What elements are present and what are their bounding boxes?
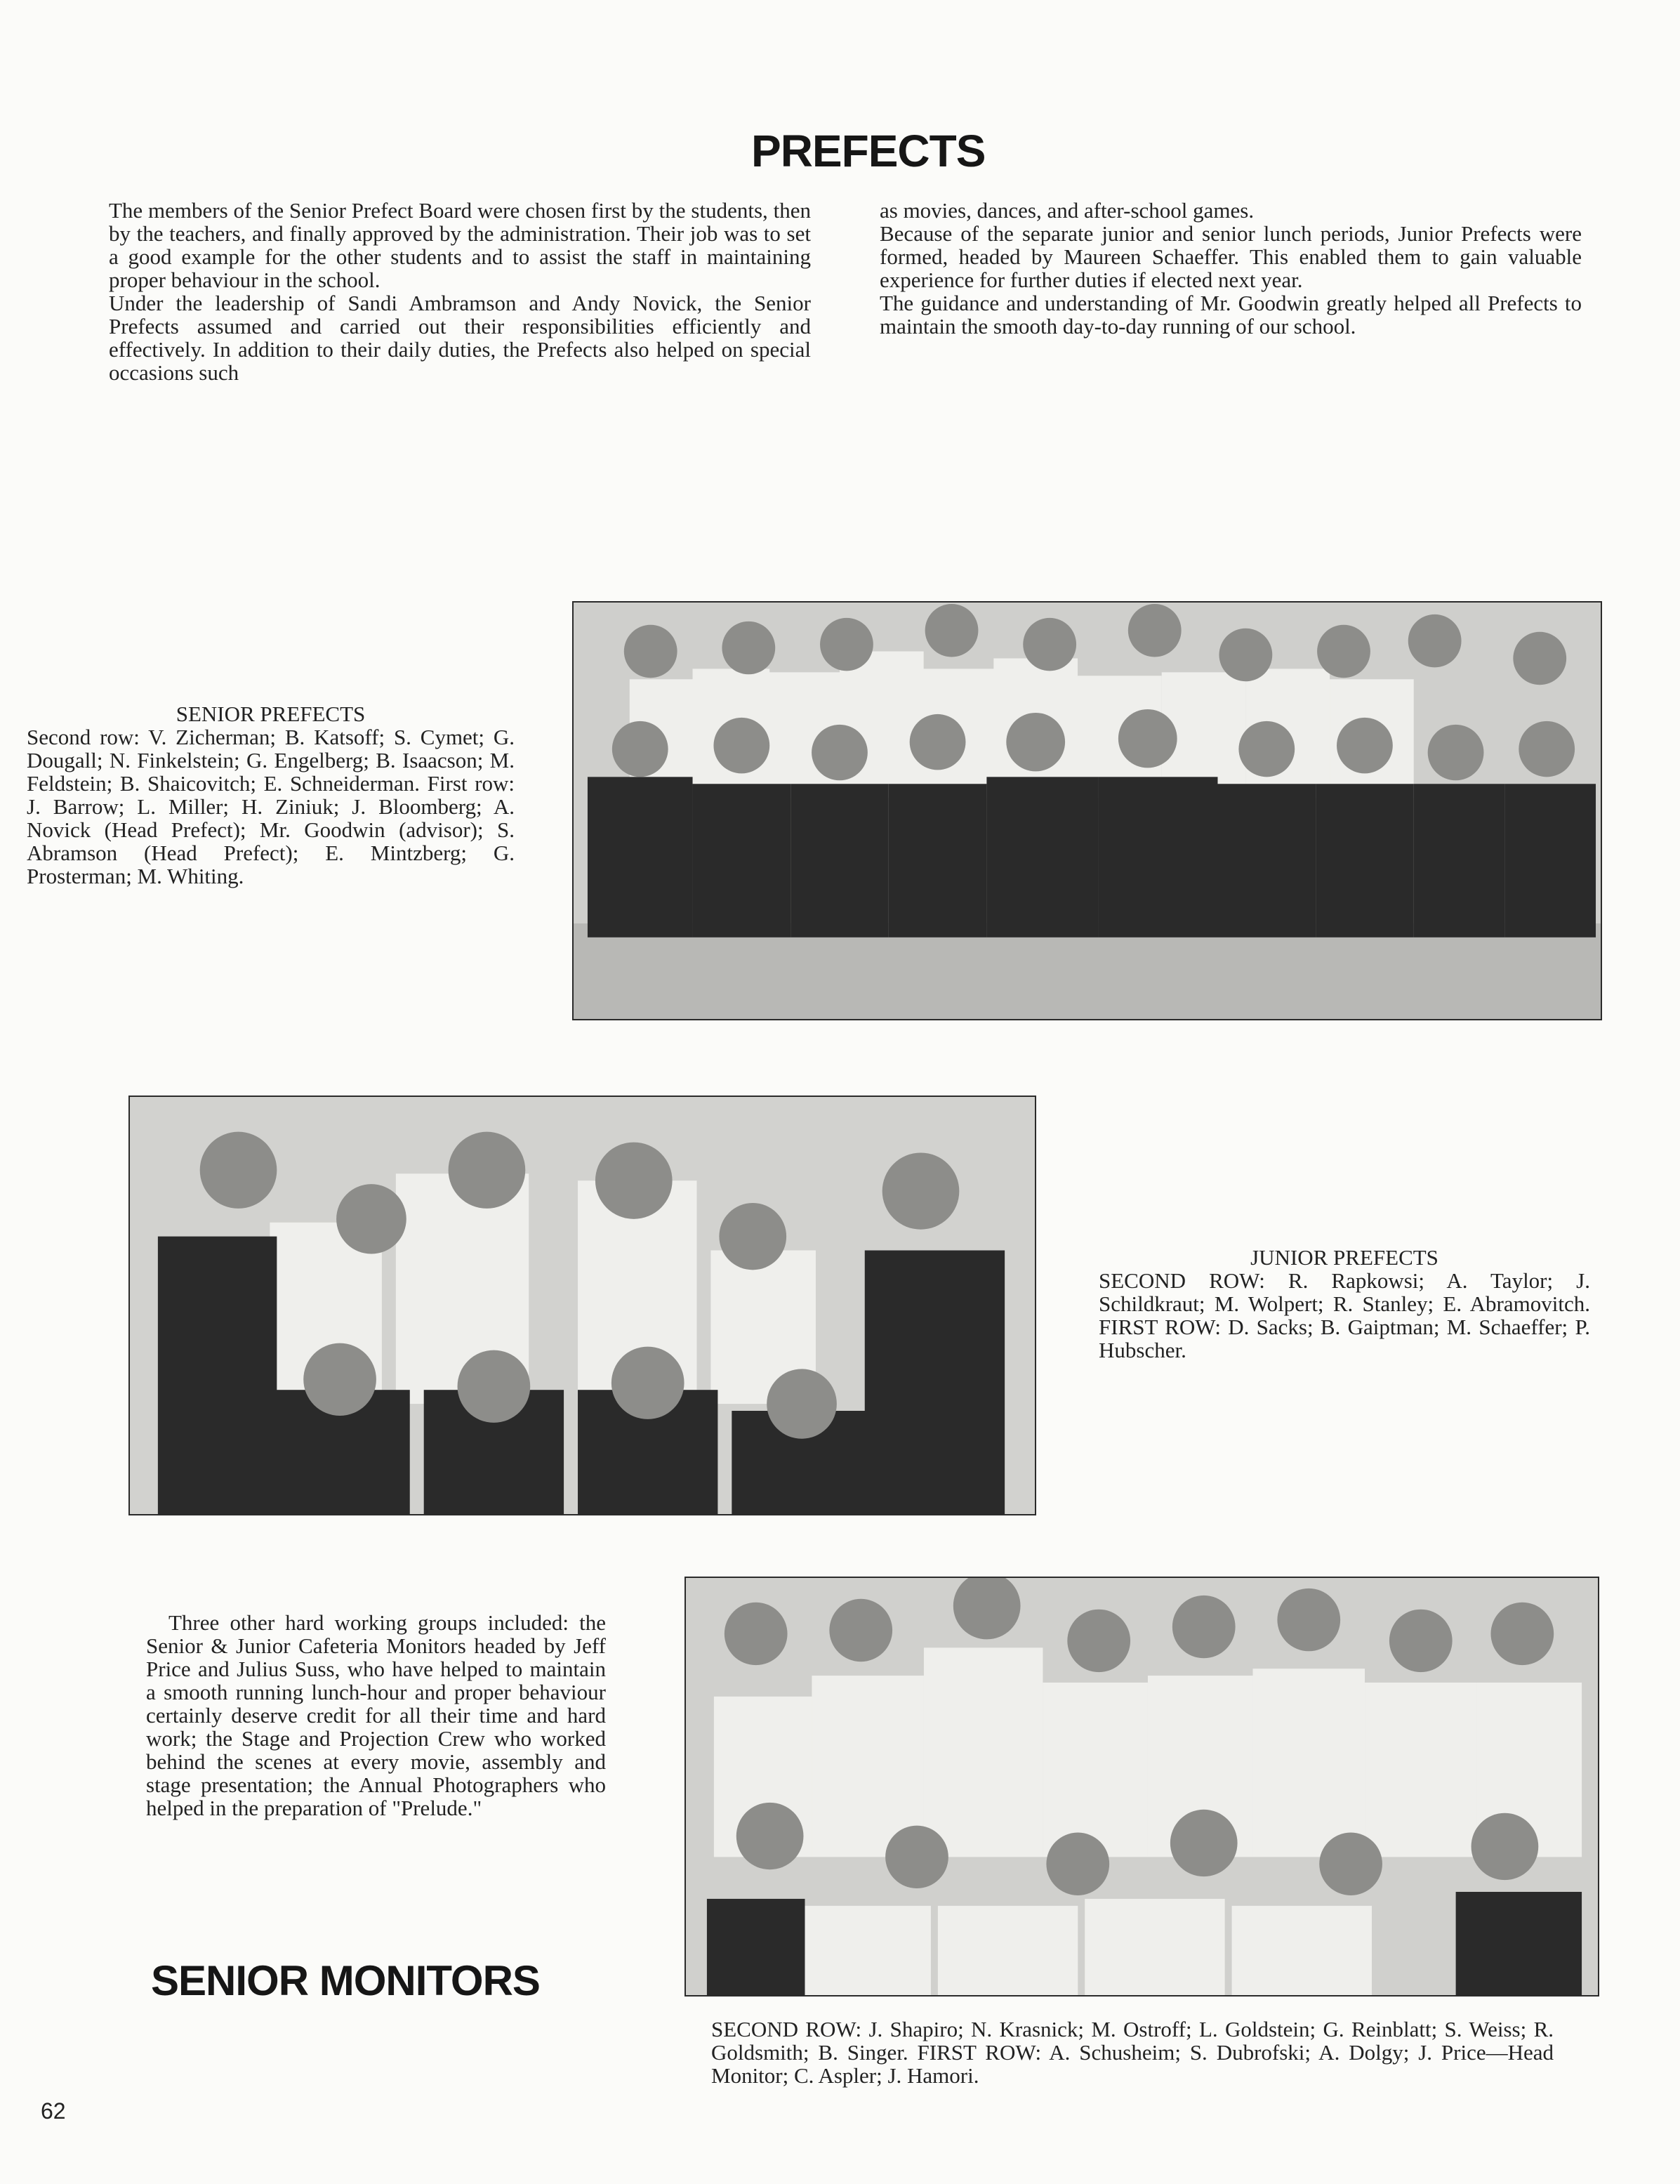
- page-number: 62: [41, 2098, 66, 2124]
- junior-prefects-photo: [128, 1096, 1036, 1515]
- other-groups-paragraph: [146, 1611, 606, 1820]
- other-groups-text: Three other hard working groups included: the Senior & Junior Cafeteria Monitors headed by Jeff Price and Julius Suss, who have helped to maintain a smooth running lunch-hour and proper behaviour certainly deserve credit for all their time and hard work; the Stage and Projection Crew who worked behind the scenes at every movie, assembly and stage presentation; the Annual Photographers who helped in the preparation of "Prelude.": [146, 1610, 606, 1820]
- senior-prefects-caption: [27, 702, 515, 888]
- intro-paragraph: The members of the Senior Prefect Board were chosen first by the students, then by the teachers, and finally approved by the administration. Their job was to set a good example for the other students and to assist the staff in maintaining proper behaviour in the school.: [109, 198, 811, 292]
- caption-title: JUNIOR PREFECTS: [1250, 1245, 1438, 1270]
- intro-paragraph: as movies, dances, and after-school games.: [880, 198, 1255, 223]
- senior-monitors-heading: SENIOR MONITORS: [151, 1957, 540, 2004]
- caption-names: SECOND ROW: J. Shapiro; N. Krasnick; M. Ostroff; L. Goldstein; G. Reinblatt; S. Weiss; R. Goldsmith; B. Singer. FIRST ROW: A. Schusheim; S. Dubrofski; A. Dolgy; J. Price—Head Monitor; C. Aspler; J. Hamori.: [711, 2017, 1554, 2088]
- senior-monitors-photo: [684, 1577, 1599, 1996]
- caption-title: SENIOR PREFECTS: [176, 702, 366, 726]
- senior-prefects-photo: [572, 601, 1602, 1020]
- junior-prefects-caption: [1099, 1246, 1590, 1362]
- caption-names: SECOND ROW: R. Rapkowsi; A. Taylor; J. Schildkraut; M. Wolpert; R. Stanley; E. Abramovitch. FIRST ROW: D. Sacks; B. Gaiptman; M. Schaeffer; P. Hubscher.: [1099, 1268, 1590, 1362]
- intro-paragraph: The guidance and understanding of Mr. Goodwin greatly helped all Prefects to maintain the smooth day-to-day running of our school.: [880, 291, 1582, 338]
- intro-paragraph: Under the leadership of Sandi Ambramson and Andy Novick, the Senior Prefects assumed and carried out their responsibilities efficiently and effectively. In addition to their daily duties, the Prefects also helped on special occasions such: [109, 291, 811, 385]
- intro-paragraph: Because of the separate junior and senior lunch periods, Junior Prefects were formed, headed by Maureen Schaeffer. This enabled them to gain valuable experience for further duties if elected next year.: [880, 221, 1582, 292]
- intro-left-column: [109, 199, 811, 384]
- caption-names: Second row: V. Zicherman; B. Katsoff; S. Cymet; G. Dougall; N. Finkelstein; G. Engelberg; B. Isaacson; M. Feldstein; B. Shaicovitch; E. Schneiderman. First row: J. Barrow; L. Miller; H. Ziniuk; J. Bloomberg; A. Novick (Head Prefect); Mr. Goodwin (advisor); S. Abramson (Head Prefect); E. Mintzberg; G. Prosterman; M. Whiting.: [27, 725, 515, 888]
- senior-monitors-caption: [711, 2018, 1554, 2087]
- intro-right-column: [880, 199, 1582, 338]
- page-title: PREFECTS: [751, 126, 986, 176]
